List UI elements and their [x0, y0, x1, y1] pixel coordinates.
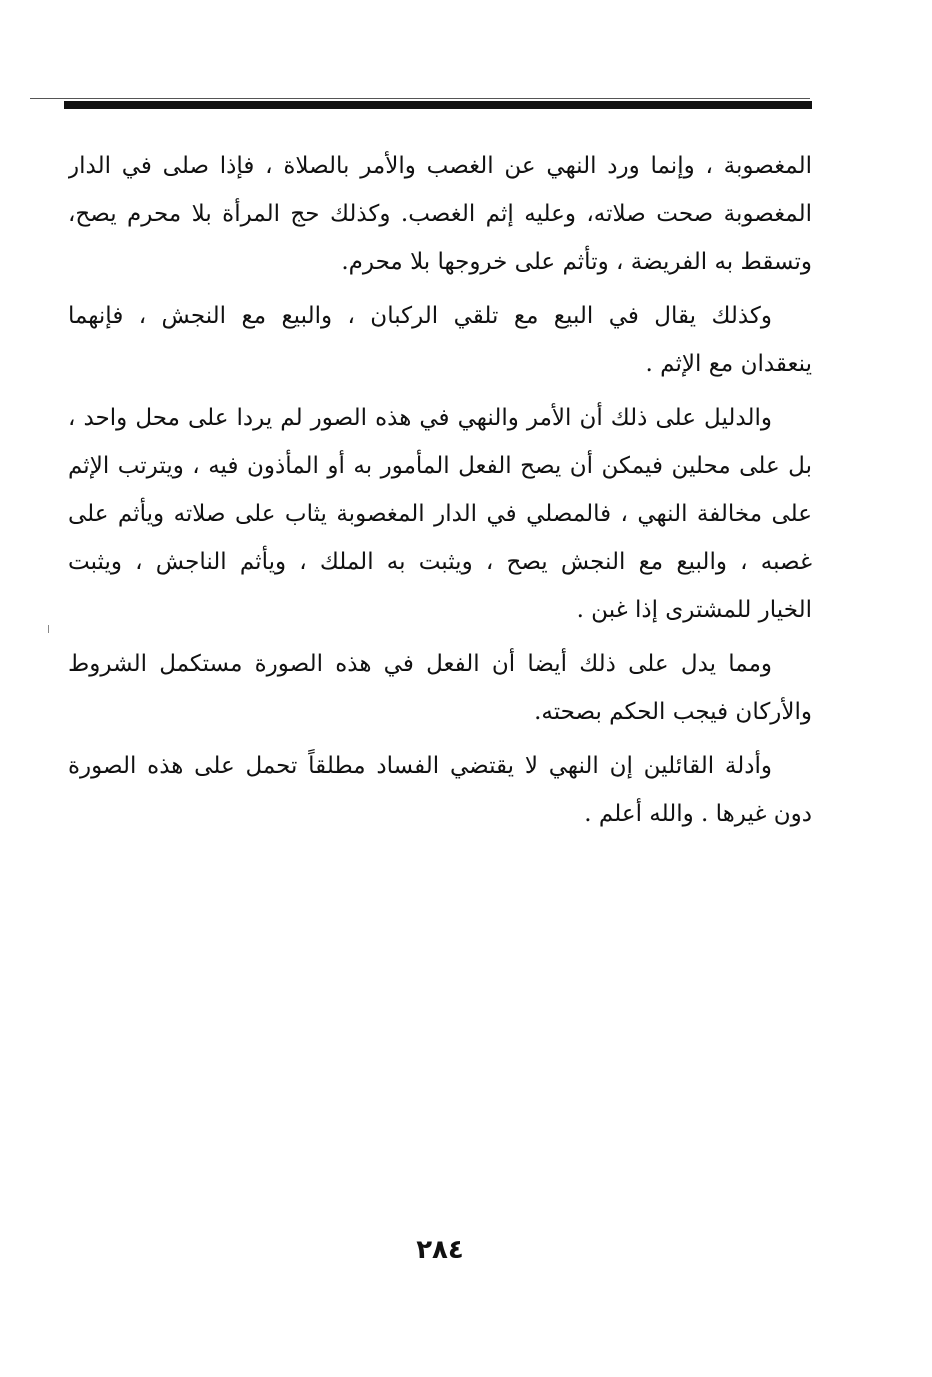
- text-line: ينعقدان مع الإثم .: [645, 351, 812, 377]
- text-line: ومما يدل على ذلك أيضا أن الفعل في هذه الصورة مستكمل الشروط: [68, 651, 772, 677]
- paragraph-5: [68, 742, 812, 838]
- paragraph-4: [68, 640, 812, 736]
- text-line: المغصوبة صحت صلاته، وعليه إثم الغصب. وكذلك حج المرأة بلا محرم يصح،: [68, 201, 812, 227]
- text-line: بل على محلين فيمكن أن يصح الفعل المأمور به أو المأذون فيه ، ويترتب الإثم: [68, 453, 812, 479]
- text-line: وأدلة القائلين إن النهي لا يقتضي الفساد مطلقاً تحمل على هذه الصورة: [68, 753, 772, 779]
- page-number: ٢٨٤: [416, 1235, 464, 1265]
- text-line: المغصوبة ، وإنما ورد النهي عن الغصب والأمر بالصلاة ، فإذا صلى في الدار: [68, 153, 812, 179]
- paragraph-2: [68, 292, 812, 388]
- text-line: على مخالفة النهي ، فالمصلي في الدار المغصوبة يثاب على صلاته ويأثم على: [68, 501, 812, 527]
- paragraph-3: [68, 394, 812, 634]
- header-rule-thick: [64, 101, 812, 109]
- text-line: والأركان فيجب الحكم بصحته.: [534, 699, 812, 725]
- text-line: وكذلك يقال في البيع مع تلقي الركبان ، والبيع مع النجش ، فإنهما: [68, 303, 772, 329]
- margin-mark: [48, 625, 49, 633]
- paragraph-1: [68, 142, 812, 286]
- text-line: وتسقط به الفريضة ، وتأثم على خروجها بلا محرم.: [341, 249, 812, 275]
- text-line: دون غيرها . والله أعلم .: [584, 801, 812, 827]
- text-line: والدليل على ذلك أن الأمر والنهي في هذه الصور لم يردا على محل واحد ،: [68, 405, 772, 431]
- text-line: الخيار للمشترى إذا غبن .: [576, 597, 812, 623]
- text-line: غصبه ، والبيع مع النجش يصح ، ويثبت به الملك ، ويأثم الناجش ، ويثبت: [68, 549, 812, 575]
- header-rule-thin: [30, 98, 810, 99]
- page-body: [68, 142, 812, 844]
